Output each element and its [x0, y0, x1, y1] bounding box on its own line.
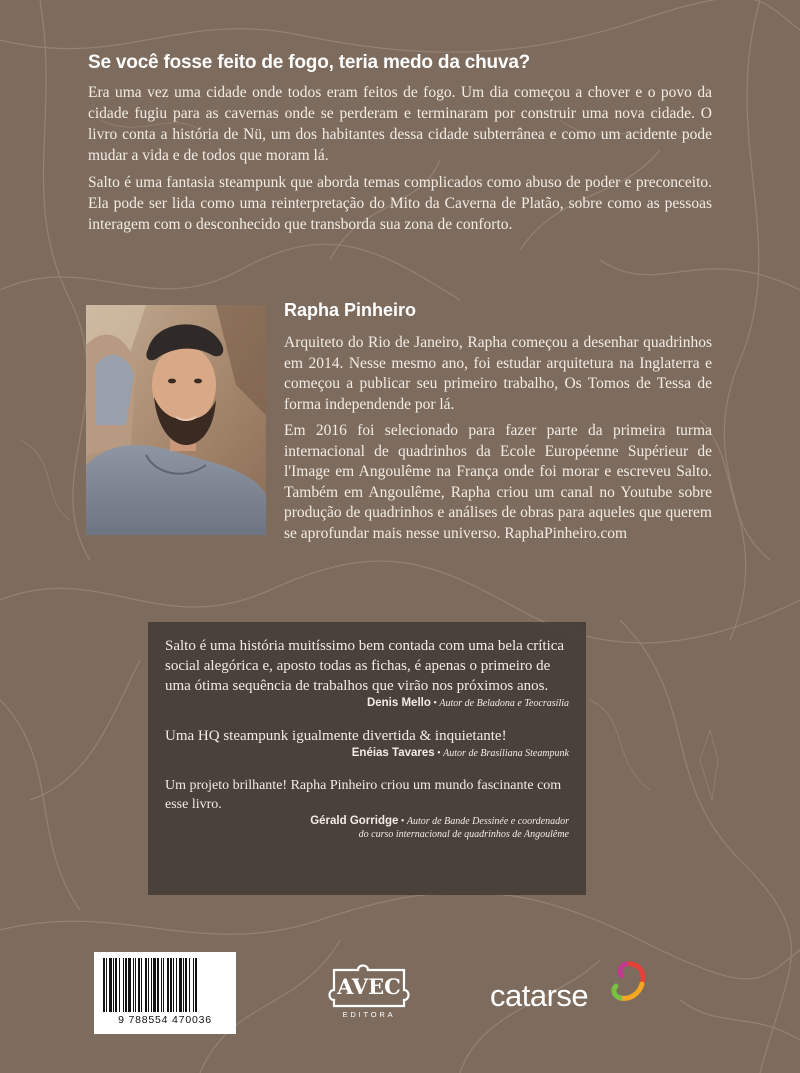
testimonials-box	[148, 622, 586, 895]
catarse-logo	[490, 960, 650, 1020]
testimonial-author: Enéias Tavares	[351, 747, 435, 759]
swirl-icon	[608, 960, 648, 1008]
barcode-bar	[179, 958, 182, 1012]
bullet-separator: •	[437, 748, 444, 759]
testimonial-author: Denis Mello	[366, 697, 431, 709]
isbn-number: 9 788554 470036	[118, 1014, 212, 1026]
barcode-bar	[138, 958, 140, 1012]
testimonial-role-line-2: do curso internacional de quadrinhos de Angoulême	[358, 829, 569, 840]
barcode-bar	[115, 958, 117, 1012]
author-photo	[86, 305, 266, 535]
barcode-bar	[135, 958, 136, 1012]
barcode-bar	[183, 958, 184, 1012]
barcode-bar	[185, 958, 187, 1012]
barcode-bars	[101, 958, 229, 1012]
barcode-bar	[173, 958, 174, 1012]
author-bio-2: Em 2016 foi selecionado para fazer parte da primeira turma internacional de quadrinhos da Ecole Européenne Supérieur de l'Image em Angoulême na França onde foi morar e escreveu Salto. Também em Angoulême, Rapha criou um canal no Youtube sobre produção de quadrinhos e análises de obras para aqueles que querem se aprofundar mais nesse universo. RaphaPinheiro.com	[284, 422, 712, 542]
barcode-bar	[119, 958, 120, 1012]
barcode-bar	[161, 958, 162, 1012]
bullet-separator: •	[400, 816, 407, 827]
barcode-bar	[145, 958, 147, 1012]
barcode-bar	[123, 958, 124, 1012]
barcode-bar	[148, 958, 149, 1012]
testimonial-text: Um projeto brilhante! Rapha Pinheiro criou um mundo fascinante com esse livro.	[165, 778, 562, 812]
barcode-bar	[195, 958, 197, 1012]
barcode-bar	[128, 958, 131, 1012]
testimonial-text: Uma HQ steampunk igualmente divertida & inquietante!	[165, 728, 507, 744]
testimonial-attribution	[165, 697, 569, 710]
testimonial	[165, 726, 569, 760]
isbn-barcode	[94, 952, 236, 1034]
barcode-bar	[176, 958, 177, 1012]
barcode-bar	[189, 958, 190, 1012]
publisher-name: AVEC	[337, 974, 401, 999]
synopsis-paragraph-2: Salto é uma fantasia steampunk que aborda temas complicados como abuso de poder e preconceito. Ela pode ser lida como uma reinterpretação do Mito da Caverna de Platão, sobre como as pessoas interagem com o desconhecido que transborda sua zona de conforto.	[88, 174, 712, 233]
testimonial-role: Autor de Beladona e Teocrasília	[439, 698, 569, 709]
barcode-bar	[170, 958, 172, 1012]
barcode-bar	[113, 958, 114, 1012]
synopsis-paragraph-1: Era uma vez uma cidade onde todos eram feitos de fogo. Um dia começou a chover e o povo da cidade fugiu para as cavernas onde se perderam e terminaram por construir uma nova cidade. O livro conta a história de Nü, um dos habitantes dessa cidade subterrânea e como um acidente pode mudar a vida e de todos que moram lá.	[88, 84, 712, 164]
avec-editora-logo	[328, 962, 410, 1026]
barcode-bar	[193, 958, 194, 1012]
barcode-bar	[109, 958, 112, 1012]
barcode-bar	[153, 958, 156, 1012]
testimonial-role: Autor de Brasiliana Steampunk	[443, 748, 569, 759]
bullet-separator: •	[433, 698, 440, 709]
catarse-wordmark: catarse	[490, 978, 589, 1013]
barcode-bar	[151, 958, 152, 1012]
barcode-bar	[163, 958, 164, 1012]
testimonial-author: Gérald Gorridge	[310, 815, 399, 827]
barcode-bar	[133, 958, 134, 1012]
barcode-bar	[106, 958, 107, 1012]
testimonial-attribution	[165, 747, 569, 760]
testimonial-role: Autor de Bande Dessinée e coordenador	[406, 816, 569, 827]
barcode-bar	[141, 958, 142, 1012]
barcode-bar	[103, 958, 105, 1012]
testimonial	[165, 776, 569, 841]
synopsis-section	[88, 52, 712, 241]
testimonial	[165, 636, 569, 710]
testimonial-attribution	[165, 815, 569, 841]
barcode-bar	[125, 958, 127, 1012]
barcode-bar	[157, 958, 159, 1012]
barcode-bar	[167, 958, 169, 1012]
author-bio-1: Arquiteto do Rio de Janeiro, Rapha começou a desenhar quadrinhos em 2014. Nesse mesmo ano, foi estudar arquitetura na Inglaterra e começou a publicar seu primeiro trabalho, Os Tomos de Tessa de forma independende por lá.	[284, 334, 712, 413]
testimonial-text: Salto é uma história muitíssimo bem contada com uma bela crítica social alegórica e, aposto todas as fichas, é apenas o primeiro de uma ótima sequência de trabalhos que virão nos próximos anos.	[165, 638, 565, 694]
author-name: Rapha Pinheiro	[284, 300, 417, 320]
headline: Se você fosse feito de fogo, teria medo da chuva?	[88, 52, 531, 73]
author-section	[284, 300, 712, 550]
publisher-subtitle: EDITORA	[342, 1010, 396, 1019]
